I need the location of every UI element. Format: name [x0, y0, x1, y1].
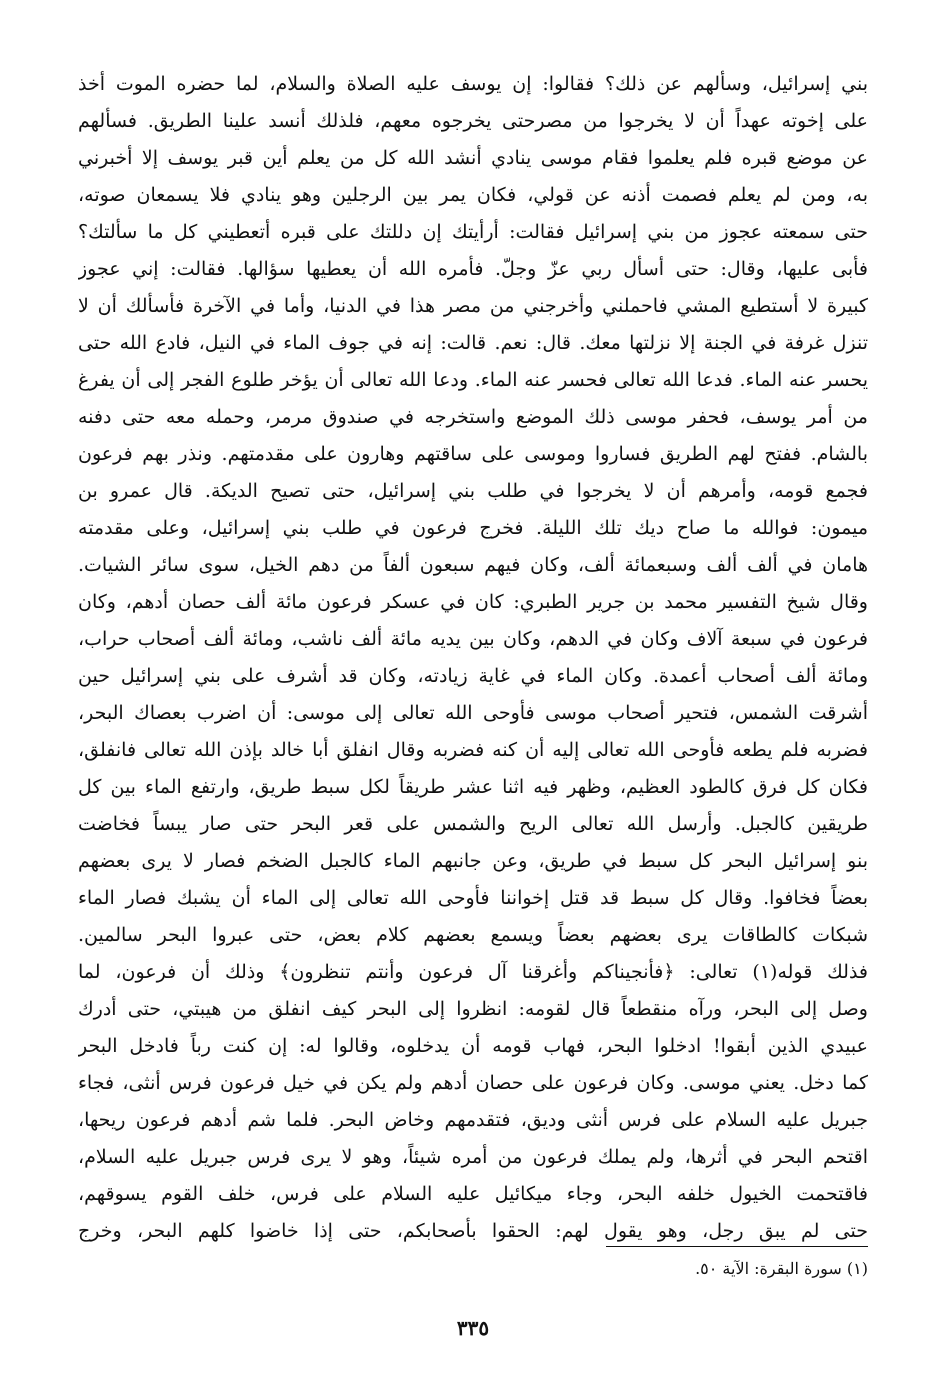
- text-line: من أمر يوسف، فحفر موسى ذلك الموضع واستخرجه في صندوق مرمر، وحمله معه حتى دفنه: [78, 406, 868, 428]
- text-line: ميمون: فوالله ما صاح ديك تلك الليلة. فخرج فرعون في طلب بني إسرائيل، وعلى مقدمته: [78, 517, 868, 539]
- text-line: بنو إسرائيل البحر كل سبط في طريق، وعن جانبهم الماء كالجبل الضخم فصار لا يرى بعضهم: [78, 850, 868, 872]
- text-line: فضربه فلم يطعه فأوحى الله تعالى إليه أن كنه فضربه وقال انفلق أبا خالد بإذن الله تعالى فانفلق،: [78, 739, 868, 761]
- text-line: فجمع قومه، وأمرهم أن لا يخرجوا في طلب بني إسرائيل، حتى تصيح الديكة. قال عمرو بن: [78, 480, 868, 502]
- document-page: [78, 66, 868, 1366]
- text-line: كما دخل. يعني موسى. وكان فرعون على حصان أدهم ولم يكن في خيل فرعون فرس أنثى، فجاء: [78, 1072, 868, 1094]
- text-line: اقتحم البحر في أثرها، ولم يملك فرعون من أمره شيئاً، وهو لا يرى فرس جبريل عليه السلام،: [78, 1146, 868, 1168]
- text-line: طريقين كالجبل. وأرسل الله تعالى الريح والشمس على قعر البحر حتى صار يبساً فخاضت: [78, 813, 868, 835]
- main-text: [78, 66, 868, 1250]
- text-line: فاقتحمت الخيول خلفه البحر، وجاء ميكائيل عليه السلام على فرس، خلف القوم يسوقهم،: [78, 1183, 868, 1205]
- text-line: شبكات كالطاقات يرى بعضهم بعضاً ويسمع بعضهم كلام بعض، حتى عبروا البحر سالمين.: [78, 924, 868, 946]
- text-line: تنزل غرفة في الجنة إلا نزلتها معك. قال: نعم. قالت: إنه في جوف الماء في النيل، فادع الله حتى: [78, 332, 868, 354]
- text-line: يحسر عنه الماء. فدعا الله تعالى فحسر عنه الماء. ودعا الله تعالى أن يؤخر طلوع الفجر إلى أن يفرغ: [78, 369, 868, 391]
- text-line: بني إسرائيل، وسألهم عن ذلك؟ فقالوا: إن يوسف عليه الصلاة والسلام، لما حضره الموت أخذ: [78, 73, 868, 95]
- text-line: حتى لم يبق رجل، وهو يقول لهم: الحقوا بأصحابكم، حتى إذا خاضوا كلهم البحر، وخرج: [78, 1220, 868, 1242]
- text-line: فكان كل فرق كالطود العظيم، وظهر فيه اثنا عشر طريقاً لكل سبط طريق، وارتفع الماء بين كل: [78, 776, 868, 798]
- text-line: وقال شيخ التفسير محمد بن جرير الطبري: كان في عسكر فرعون مائة ألف حصان أدهم، وكان: [78, 591, 868, 613]
- text-line: بالشام. ففتح لهم الطريق فساروا وموسى على ساقتهم وهارون على مقدمتهم. ونذر بهم فرعون: [78, 443, 868, 465]
- text-line: بعضاً فخافوا. وقال كل سبط قد قتل إخواننا فأوحى الله تعالى إلى الماء أن يشبك فصار الماء: [78, 887, 868, 909]
- text-line: هامان في ألف ألف وسبعمائة ألف، وكان فيهم سبعون ألفاً من دهم الخيل، سوى سائر الشيات.: [78, 554, 868, 576]
- text-line: عبيدي الذين أبقوا! ادخلوا البحر، فهاب قومه أن يدخلوه، وقالوا له: إن كنت رباً فادخل البحر: [78, 1035, 868, 1057]
- text-line: جبريل عليه السلام على فرس أنثى وديق، فتقدمهم وخاض البحر. فلما شم أدهم فرعون ريحها،: [78, 1109, 868, 1131]
- text-line: عن موضع قبره فلم يعلموا فقام موسى ينادي أنشد الله كل من يعلم أين قبر يوسف إلا أخبرني: [78, 147, 868, 169]
- text-line: على إخوته عهداً أن لا يخرجوا من مصرحتى يخرجوه معهم، فلذلك أنسد علينا الطريق. فسألهم: [78, 110, 868, 132]
- text-line: كبيرة لا أستطيع المشي فاحملني وأخرجني من مصر هذا في الدنيا، وأما في الآخرة فأسألك أن لا: [78, 295, 868, 317]
- text-line: حتى سمعته عجوز من بني إسرائيل فقالت: أرأيتك إن دللتك على قبره أتعطيني كل ما سألتك؟: [78, 221, 868, 243]
- text-line: وصل إلى البحر، ورآه منقطعاً قال لقومه: انظروا إلى البحر كيف انفلق من هيبتي، حتى أدرك: [78, 998, 868, 1020]
- text-line: به، ومن لم يعلم فصمت أذنه عن قولي، فكان يمر بين الرجلين وهو ينادي فلا يسمعان صوته،: [78, 184, 868, 206]
- footnote-separator: [606, 1246, 868, 1247]
- text-line: فذلك قوله(١) تعالى: ﴿فأنجيناكم وأغرقنا آل فرعون وأنتم تنظرون﴾ وذلك أن فرعون، لما: [78, 961, 868, 983]
- text-line: فأبى عليها، وقال: حتى أسأل ربي عزّ وجلّ. فأمره الله أن يعطيها سؤالها. فقالت: إني عجوز: [78, 258, 868, 280]
- text-line: أشرقت الشمس، فتحير أصحاب موسى فأوحى الله تعالى إلى موسى: أن اضرب بعصاك البحر،: [78, 702, 868, 724]
- page-number: ٣٣٥: [456, 1316, 490, 1340]
- text-line: ومائة ألف أصحاب أعمدة. وكان الماء في غاية زيادته، وكان قد أشرف على بني إسرائيل حين: [78, 665, 868, 687]
- footnote: (١) سورة البقرة: الآية ٥٠.: [695, 1259, 868, 1278]
- text-line: فرعون في سبعة آلاف وكان في الدهم، وكان بين يديه مائة ألف ناشب، ومائة ألف أصحاب حراب،: [78, 628, 868, 650]
